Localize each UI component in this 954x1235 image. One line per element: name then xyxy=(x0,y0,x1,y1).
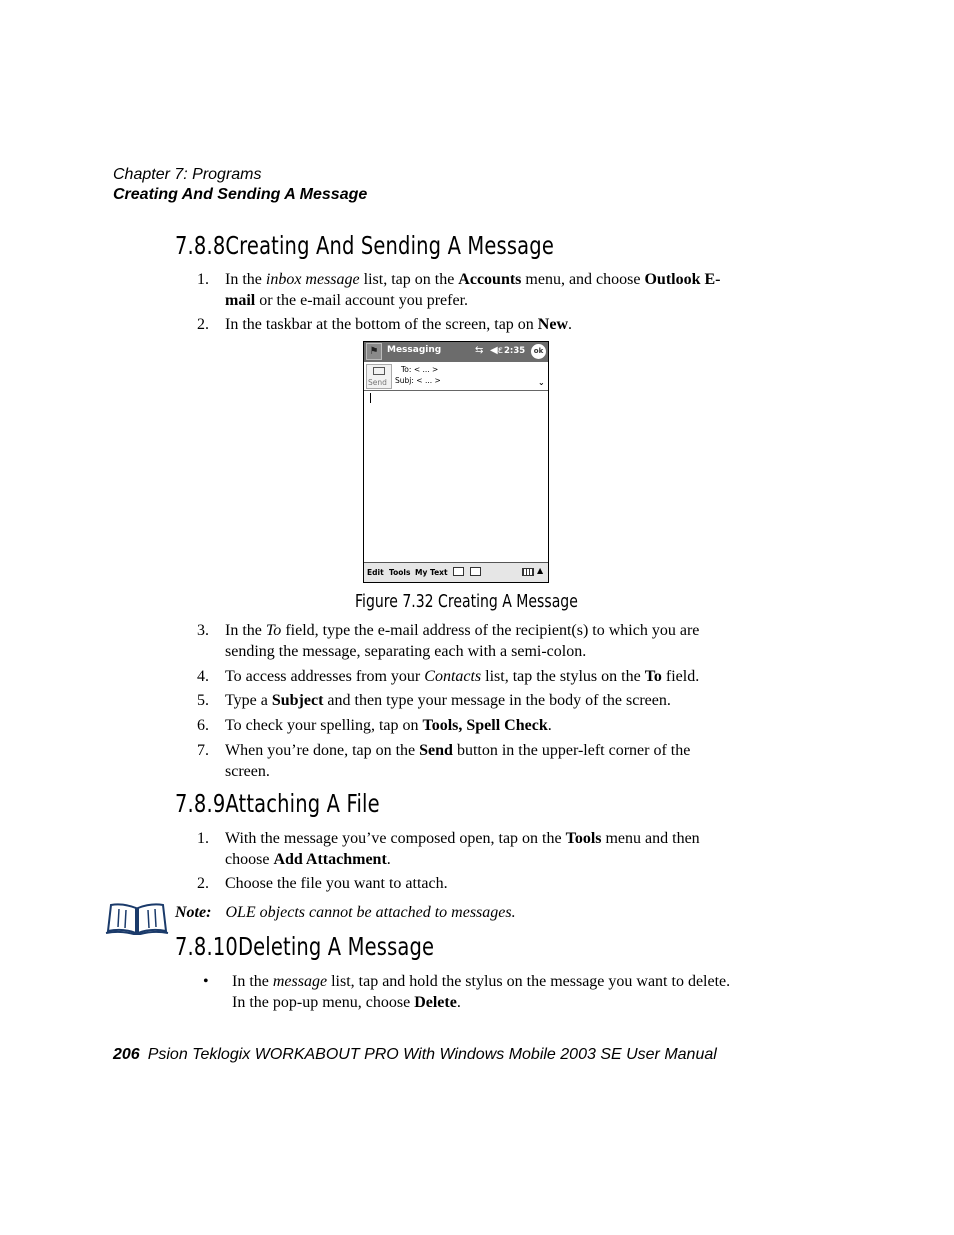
note xyxy=(175,904,516,922)
list-number: 3. xyxy=(197,622,209,639)
send-label: Send xyxy=(368,378,387,387)
start-menu-icon[interactable]: ⚑ xyxy=(366,343,382,360)
connectivity-icon[interactable]: ⇆ xyxy=(475,345,484,356)
list-number: 1. xyxy=(197,271,209,288)
address-book-icon[interactable] xyxy=(453,567,464,576)
section-number: 7.8.9 xyxy=(175,789,226,818)
list-item xyxy=(197,874,737,895)
list-item xyxy=(197,829,737,870)
list-number: 7. xyxy=(197,742,209,759)
menu-bar xyxy=(364,562,548,582)
figure-caption: Figure 7.32 Creating A Message xyxy=(355,591,578,612)
running-header-chapter: Chapter 7: Programs xyxy=(113,166,262,183)
clock[interactable]: 2:35 xyxy=(504,346,526,356)
list-text: In the inbox message list, tap on the Accounts menu, and choose Outlook E-mail or the e-mail account you prefer. xyxy=(225,271,721,309)
note-label: Note: xyxy=(175,904,212,921)
subject-field[interactable]: Subj: < ... > xyxy=(395,376,441,385)
list-number: 2. xyxy=(197,875,209,892)
list-number: 5. xyxy=(197,692,209,709)
list-text: In the message list, tap and hold the stylus on the message you want to delete. In the pop-up menu, choose Delete. xyxy=(232,973,731,1011)
message-header xyxy=(364,362,548,391)
list-item xyxy=(197,667,737,688)
list-text: Choose the file you want to attach. xyxy=(225,875,448,892)
list-number: 6. xyxy=(197,717,209,734)
section-heading-7-8-8 xyxy=(175,231,554,260)
send-button[interactable] xyxy=(366,364,392,389)
list-text: To check your spelling, tap on Tools, Spell Check. xyxy=(225,717,552,734)
list-item xyxy=(197,972,737,1013)
menu-tools[interactable]: Tools xyxy=(389,568,411,577)
section-heading-7-8-9 xyxy=(175,789,380,818)
section-title: Deleting A Message xyxy=(237,932,435,961)
title-bar xyxy=(364,342,548,362)
bullet: • xyxy=(203,973,209,990)
input-menu-arrow-icon[interactable]: ▲ xyxy=(537,566,544,575)
list-number: 2. xyxy=(197,316,209,333)
list-item xyxy=(197,621,737,662)
list-number: 4. xyxy=(197,668,209,685)
page-footer xyxy=(113,1046,717,1064)
note-text: OLE objects cannot be attached to messages. xyxy=(225,904,516,921)
attachment-icon[interactable] xyxy=(470,567,481,576)
section-title: Attaching A File xyxy=(225,789,380,818)
running-header-section: Creating And Sending A Message xyxy=(113,186,368,203)
list-text: To access addresses from your Contacts list, tap the stylus on the To field. xyxy=(225,668,700,685)
section-title: Creating And Sending A Message xyxy=(225,231,554,260)
list-text: In the taskbar at the bottom of the screen, tap on New. xyxy=(225,316,573,333)
manual-title: Psion Teklogix WORKABOUT PRO With Windows Mobile 2003 SE User Manual xyxy=(147,1046,717,1063)
envelope-icon xyxy=(373,367,385,375)
list-item xyxy=(197,315,737,336)
list-text: When you’re done, tap on the Send button in the upper-left corner of the screen. xyxy=(225,742,691,780)
list-text: In the To field, type the e-mail address of the recipient(s) to which you are sending the message, separating each with a semi-colon. xyxy=(225,622,700,660)
keyboard-icon[interactable] xyxy=(522,568,534,576)
menu-my-text[interactable]: My Text xyxy=(415,568,448,577)
app-title: Messaging xyxy=(387,345,442,355)
list-item xyxy=(197,716,737,737)
text-cursor xyxy=(370,393,371,403)
list-text: With the message you’ve composed open, tap on the Tools menu and then choose Add Attachment. xyxy=(225,830,700,868)
volume-icon[interactable]: ◀ε xyxy=(490,345,504,356)
chevron-down-icon[interactable]: ⌄ xyxy=(538,378,545,387)
list-item xyxy=(197,741,737,782)
section-heading-7-8-10 xyxy=(175,932,434,961)
ok-button[interactable]: ok xyxy=(531,344,546,359)
to-field[interactable]: To: < ... > xyxy=(401,365,439,374)
list-number: 1. xyxy=(197,830,209,847)
message-body[interactable] xyxy=(364,391,548,564)
list-item xyxy=(197,691,737,712)
book-icon xyxy=(105,901,169,935)
menu-edit[interactable]: Edit xyxy=(367,568,384,577)
list-text: Type a Subject and then type your message in the body of the screen. xyxy=(225,692,671,709)
device-screenshot xyxy=(363,341,549,583)
section-number: 7.8.10 xyxy=(175,932,238,961)
page-number: 206 xyxy=(113,1046,140,1063)
list-item xyxy=(197,270,737,311)
section-number: 7.8.8 xyxy=(175,231,226,260)
